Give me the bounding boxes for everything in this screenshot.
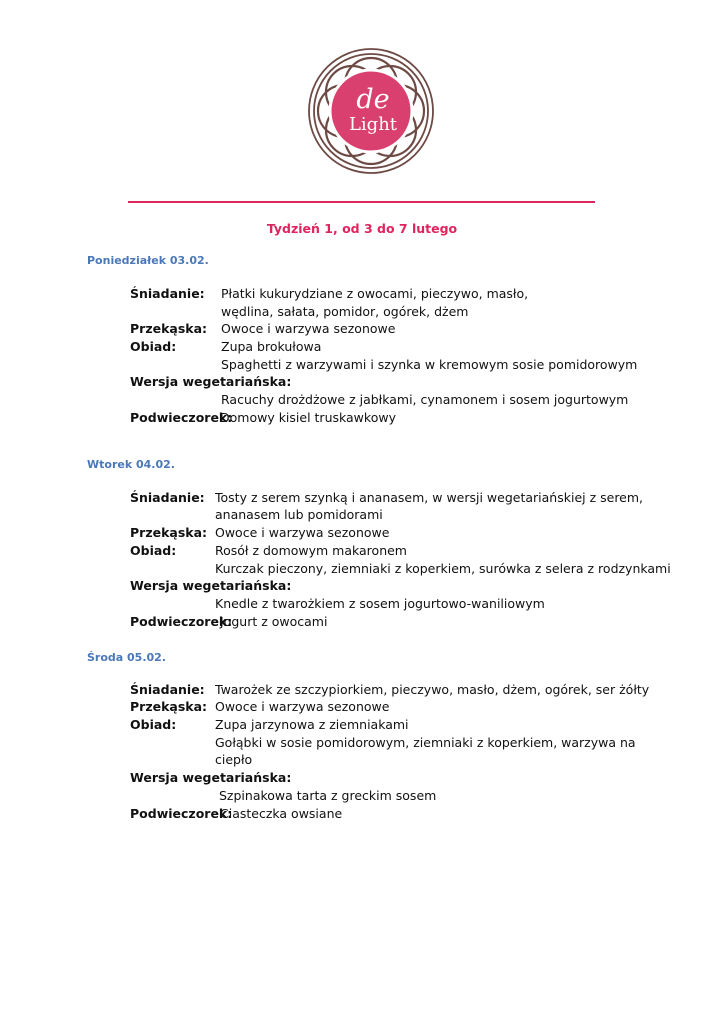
header-rule [128,201,595,203]
snack-text: Owoce i warzywa sezonowe [215,699,390,714]
tea-label: Podwieczorek: [130,614,233,629]
tea-text: Domowy kisiel truskawkowy [220,410,396,425]
tea-text: Jogurt z owocami [220,614,328,629]
lunch-text: Zupa brokułowa [221,339,322,354]
delight-logo [300,46,442,176]
week-title: Tydzień 1, od 3 do 7 lutego [266,221,458,236]
vegetarian-text: Knedle z twarożkiem z sosem jogurtowo-waniliowym [215,596,545,611]
breakfast-label: Śniadanie: [130,682,205,697]
breakfast-text: Twarożek ze szczypiorkiem, pieczywo, masło, dżem, ogórek, ser żółty [215,682,650,697]
snack-text: Owoce i warzywa sezonowe [221,321,396,336]
logo-text-light: Light [348,114,398,135]
vegetarian-label: Wersja wegetariańska: [130,374,292,389]
snack-label: Przekąska: [130,525,208,540]
tea-label: Podwieczorek: [130,806,233,821]
lunch-label: Obiad: [130,717,177,732]
lunch-text: ciepło [215,752,253,767]
lunch-text: Gołąbki w sosie pomidorowym, ziemniaki z koperkiem, warzywa na [215,735,636,750]
tea-label: Podwieczorek: [130,410,233,425]
snack-text: Owoce i warzywa sezonowe [215,525,390,540]
breakfast-label: Śniadanie: [130,286,205,301]
breakfast-text: Tosty z serem szynką i ananasem, w wersji wegetariańskiej z serem, [215,490,644,505]
breakfast-text: wędlina, sałata, pomidor, ogórek, dżem [221,304,469,319]
snack-label: Przekąska: [130,699,208,714]
breakfast-text: Płatki kukurydziane z owocami, pieczywo, masło, [221,286,529,301]
tea-text: Ciasteczka owsiane [220,806,343,821]
logo-text-de: de [356,84,390,115]
lunch-text: Zupa jarzynowa z ziemniakami [215,717,409,732]
snack-label: Przekąska: [130,321,208,336]
day-header: Poniedziałek 03.02. [87,254,209,267]
vegetarian-text: Racuchy drożdżowe z jabłkami, cynamonem i sosem jogurtowym [221,392,629,407]
lunch-label: Obiad: [130,543,177,558]
lunch-label: Obiad: [130,339,177,354]
vegetarian-text: Szpinakowa tarta z greckim sosem [219,788,437,803]
vegetarian-label: Wersja wegetariańska: [130,770,292,785]
lunch-text: Rosół z domowym makaronem [215,543,407,558]
day-header: Wtorek 04.02. [87,458,175,471]
breakfast-label: Śniadanie: [130,490,205,505]
day-header: Środa 05.02. [87,651,167,664]
lunch-text: Spaghetti z warzywami i szynka w kremowym sosie pomidorowym [221,357,638,372]
vegetarian-label: Wersja wegetariańska: [130,578,292,593]
lunch-text: Kurczak pieczony, ziemniaki z koperkiem, surówka z selera z rodzynkami [215,561,671,576]
breakfast-text: ananasem lub pomidorami [215,507,383,522]
